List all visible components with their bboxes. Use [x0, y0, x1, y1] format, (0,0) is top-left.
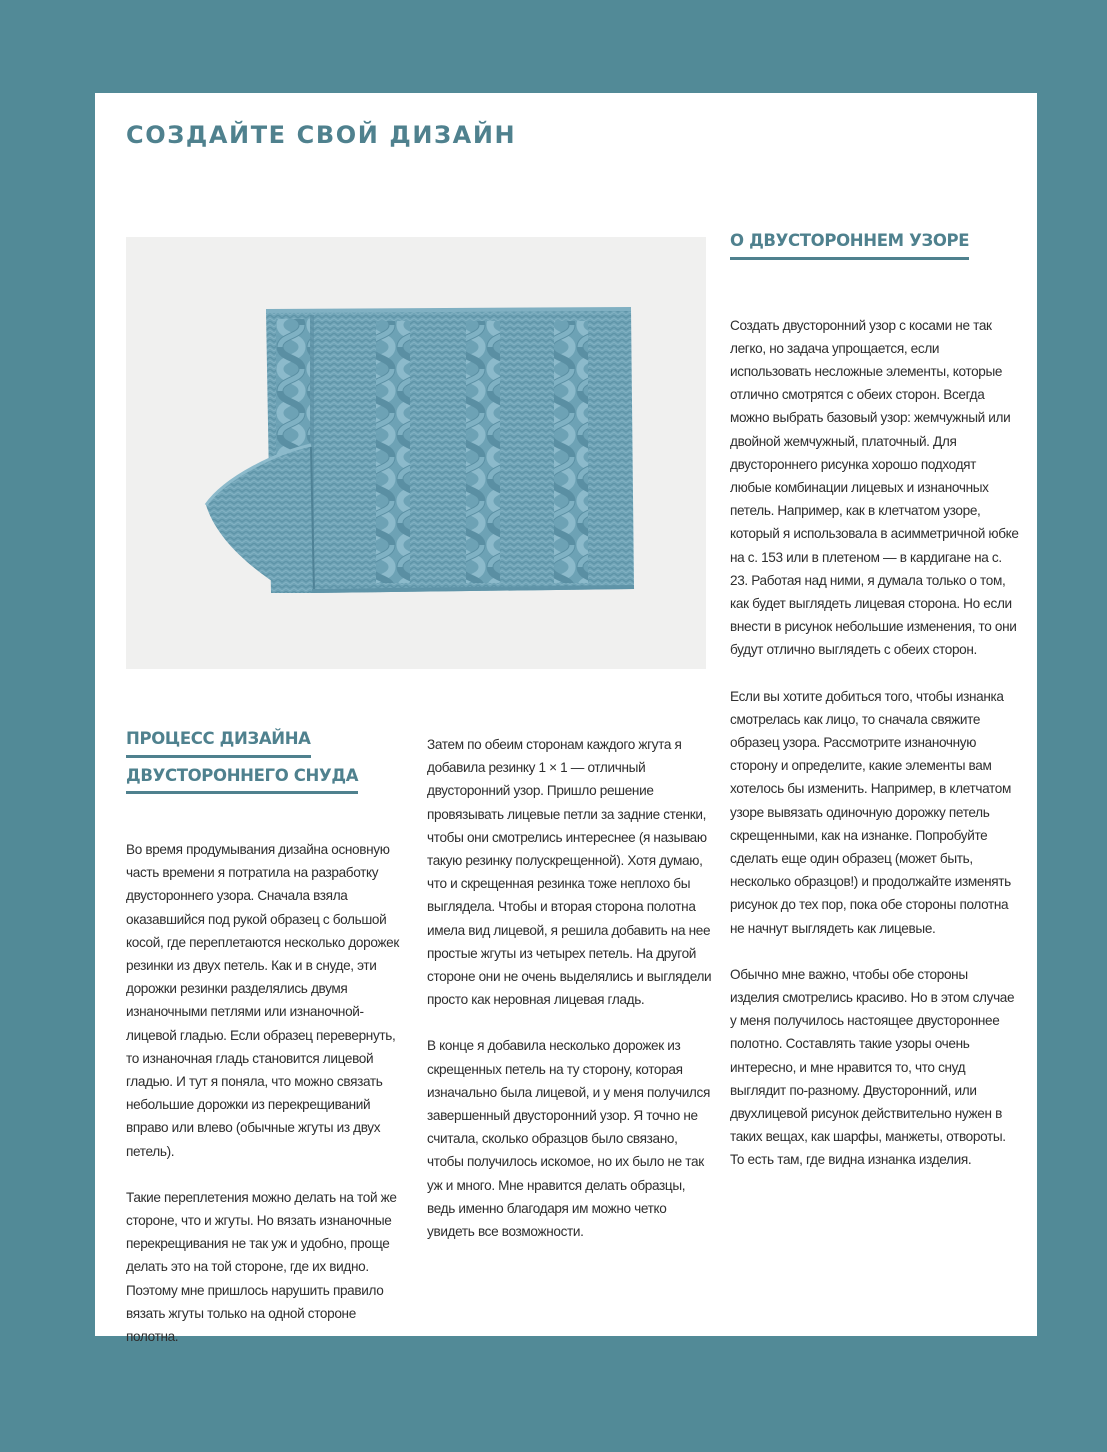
paragraph: Затем по обеим сторонам каждого жгута я добавила резинку 1 × 1 — отличный двусторонний узор. Пришло решение провязывать лицевые петли за задние стенки, чтобы они смотрелись интереснее (я называю такую резинку полускрещенной). Хотя думаю, что и скрещенная резинка тоже неплохо бы выглядела. Чтобы и вторая сторона полотна имела вид лицевой, я решила добавить на нее простые жгуты из четырех петель. На другой стороне они не очень выделялись и выглядели просто как неровная лицевая гладь. [427, 737, 712, 1008]
heading-text: О ДВУСТОРОННЕМ УЗОРЕ [730, 233, 969, 260]
section-heading-double-sided-pattern [730, 233, 1020, 270]
paragraph: Во время продумывания дизайна основную часть времени я потратила на разработку двустороннего узора. Сначала взяла оказавшийся под рукой образец с большой косой, где переплетаются несколько дорожек резинки из двух петель. Как и в снуде, эти дорожки резинки разделялись двумя изнаночными петлями или изнаночной-лицевой гладью. Если образец перевернуть, то изнаночная гладь становится лицевой гладью. И тут я поняла, что можно связать небольшие дорожки из перекрещиваний вправо или влево (обычные жгуты из двух петель). [126, 842, 399, 1159]
snood-photo [126, 237, 706, 669]
paragraph: В конце я добавила несколько дорожек из скрещенных петель на ту сторону, которая изначально была лицевой, и у меня получился завершенный двусторонний узор. Я точно не считала, сколько образцов было связано, чтобы получилось искомое, но их было не так уж и много. Мне нравится делать образцы, ведь именно благодаря им можно четко увидеть все возможности. [427, 1038, 710, 1240]
page-title: СОЗДАЙТЕ СВОЙ ДИЗАЙН [126, 121, 517, 149]
paragraph: Такие переплетения можно делать на той же стороне, что и жгуты. Но вязать изнаночные перекрещивания не так уж и удобно, проще делать это на той стороне, где их видно. Поэтому мне пришлось нарушить правило вязать жгуты только на одной стороне полотна. [126, 1189, 397, 1345]
left-column [126, 731, 408, 1371]
heading-text-line-1: ПРОЦЕСС ДИЗАЙНА [126, 731, 311, 758]
book-page [95, 93, 1037, 1345]
middle-column [427, 733, 712, 1266]
section-heading-design-process [126, 731, 408, 804]
paragraph: Создать двусторонний узор с косами не так легко, но задача упрощается, если использовать несложные элементы, которые отлично смотрятся с обеих сторон. Всегда можно выбрать базовый узор: жемчужный или двойной жемчужный, платочный. Для двустороннего рисунка хорошо подходят любые комбинации лицевых и изнаночных петель. Например, как в клетчатом узоре, который я использовала в асимметричной юбке на с. 153 или в плетеном — в кардигане на с. 23. Работая над ними, я думала только о том, как будет выглядеть лицевая сторона. Но если внести в рисунок небольшие изменения, то они будут отлично выглядеть с обеих сторон. [730, 317, 1019, 658]
knitted-snood-image [126, 237, 706, 669]
heading-text-line-2: ДВУСТОРОННЕГО СНУДА [126, 768, 358, 795]
paragraph: Если вы хотите добиться того, чтобы изнанка смотрелась как лицо, то сначала свяжите образец узора. Рассмотрите изнаночную сторону и определите, какие элементы вам хотелось бы изменить. Например, в клетчатом узоре вывязать одиночную дорожку петель скрещенными, как на изнанке. Попробуйте сделать еще один образец (может быть, несколько образцов!) и продолжайте изменять рисунок до тех пор, пока обе стороны полотна не начнут выглядеть как лицевые. [730, 688, 1011, 936]
paragraph: Обычно мне важно, чтобы обе стороны изделия смотрелись красиво. Но в этом случае у меня получилось настоящее двустороннее полотно. Составлять такие узоры очень интересно, и мне нравится то, что снуд выглядит по-разному. Двусторонний, или двухлицевой рисунок действительно нужен в таких вещах, как шарфы, манжеты, отвороты. То есть там, где видна изнанка изделия. [730, 966, 1015, 1168]
right-column [730, 233, 1020, 1195]
